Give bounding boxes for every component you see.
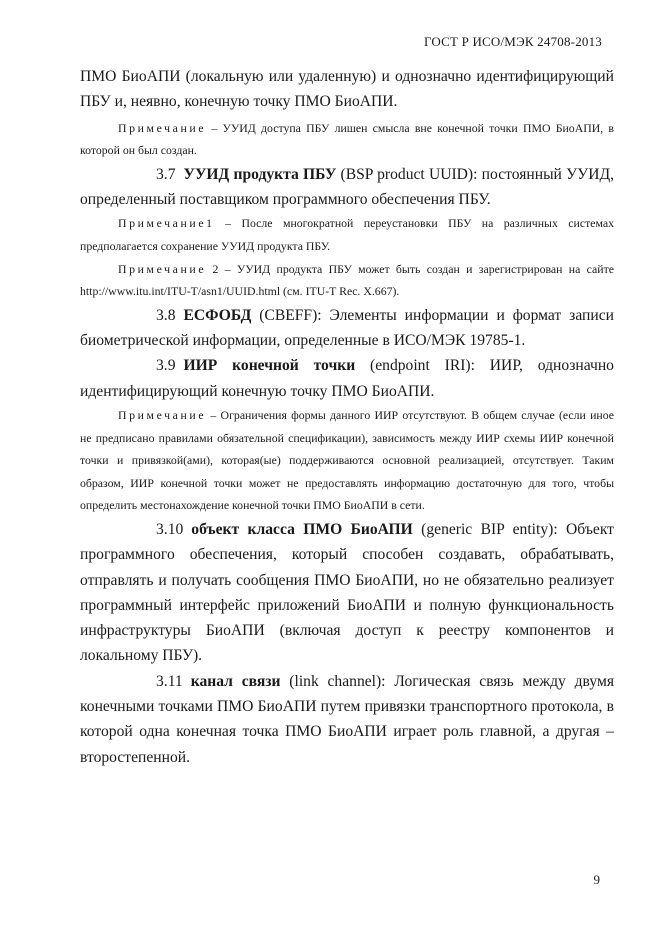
term-definition: (BSP product UUID): постоянный УУИД, определенный поставщиком программного обеспечения ПБУ. [80, 165, 614, 209]
note-1 [80, 117, 614, 162]
term-3-7 [80, 162, 614, 213]
term-name: канал связи [190, 672, 281, 690]
note-text: – После многократной переустановки ПБУ на различных системах предполагается сохранение УУИД продукта ПБУ. [80, 216, 614, 253]
term-3-10 [80, 517, 614, 669]
term-definition: (endpoint IRI): ИИР, однозначно идентифицирующий конечную точку ПМО БиоАПИ. [80, 357, 614, 400]
term-number: 3.11 [156, 672, 183, 690]
note-text: – Ограничения формы данного ИИР отсутствуют. В общем случае (если иное не предписано правилами обязательной спецификации), зависимость между ИИР схемы ИИР конечной точки и привязкой(ами), которая(ые) поддерживаются основной реализацией, отсутствует. Таким образом, ИИР конечной точки может не предоставлять информацию достаточную для того, чтобы определить местонахождение конечной точки ПМО БиоАПИ в сети. [80, 407, 614, 513]
note-text: 2 – УУИД продукта ПБУ может быть создан и зарегистрирован на сайте http://www.itu.int/ITU-T/asn1/UUID.html (см. ITU-T Rec. X.667). [80, 261, 614, 299]
term-definition: (generic BIP entity): Объект программного обеспечения, который способен создавать, обрабатывать, отправлять и получать сообщения ПМО БиоАПИ, но не обязательно реализует программный интерфейс приложений БиоАПИ и полную функциональность инфраструктуры БиоАПИ (включая доступ к реестру компонентов и локальному ПБУ). [80, 520, 614, 665]
document-header: ГОСТ Р ИСО/МЭК 24708-2013 [423, 34, 602, 49]
term-number: 3.7 [156, 165, 176, 183]
term-number: 3.9 [156, 357, 176, 375]
note-label: Примечание1 [118, 216, 215, 231]
continued-paragraph: ПМО БиоАПИ (локальную или удаленную) и однозначно идентифицирующий ПБУ и, неявно, конечную точку ПМО БиоАПИ. [80, 68, 614, 111]
page-number: 9 [593, 872, 600, 887]
term-definition: (CBEFF): Элементы информации и формат записи биометрической информации, определенные в ИСО/МЭК 19785-1. [80, 306, 614, 350]
term-3-8 [80, 303, 614, 354]
term-3-9 [80, 353, 614, 404]
term-name: ИИР конечной точки [183, 357, 356, 375]
note-label: Примечание [118, 120, 207, 135]
term-number: 3.10 [156, 520, 184, 538]
term-name: ЕСФОБД [183, 306, 252, 324]
note-4 [80, 404, 614, 517]
note-2 [80, 212, 614, 257]
page-body [80, 64, 614, 770]
term-name: объект класса ПМО БиоАПИ [191, 520, 413, 538]
term-name: УУИД продукта ПБУ [183, 165, 337, 183]
term-number: 3.8 [156, 306, 176, 324]
note-3 [80, 258, 614, 303]
note-label: Примечание [118, 407, 207, 422]
note-label: Примечание [118, 261, 207, 276]
term-definition: (link channel): Логическая связь между двумя конечными точками ПМО БиоАПИ путем привязки транспортного протокола, в которой одна конечная точка ПМО БиоАПИ играет роль главной, а другая – второстепенной. [80, 672, 614, 766]
term-3-11 [80, 669, 614, 770]
note-text: – УУИД доступа ПБУ лишен смысла вне конечной точки ПМО БиоАПИ, в которой он был создан. [80, 120, 614, 158]
